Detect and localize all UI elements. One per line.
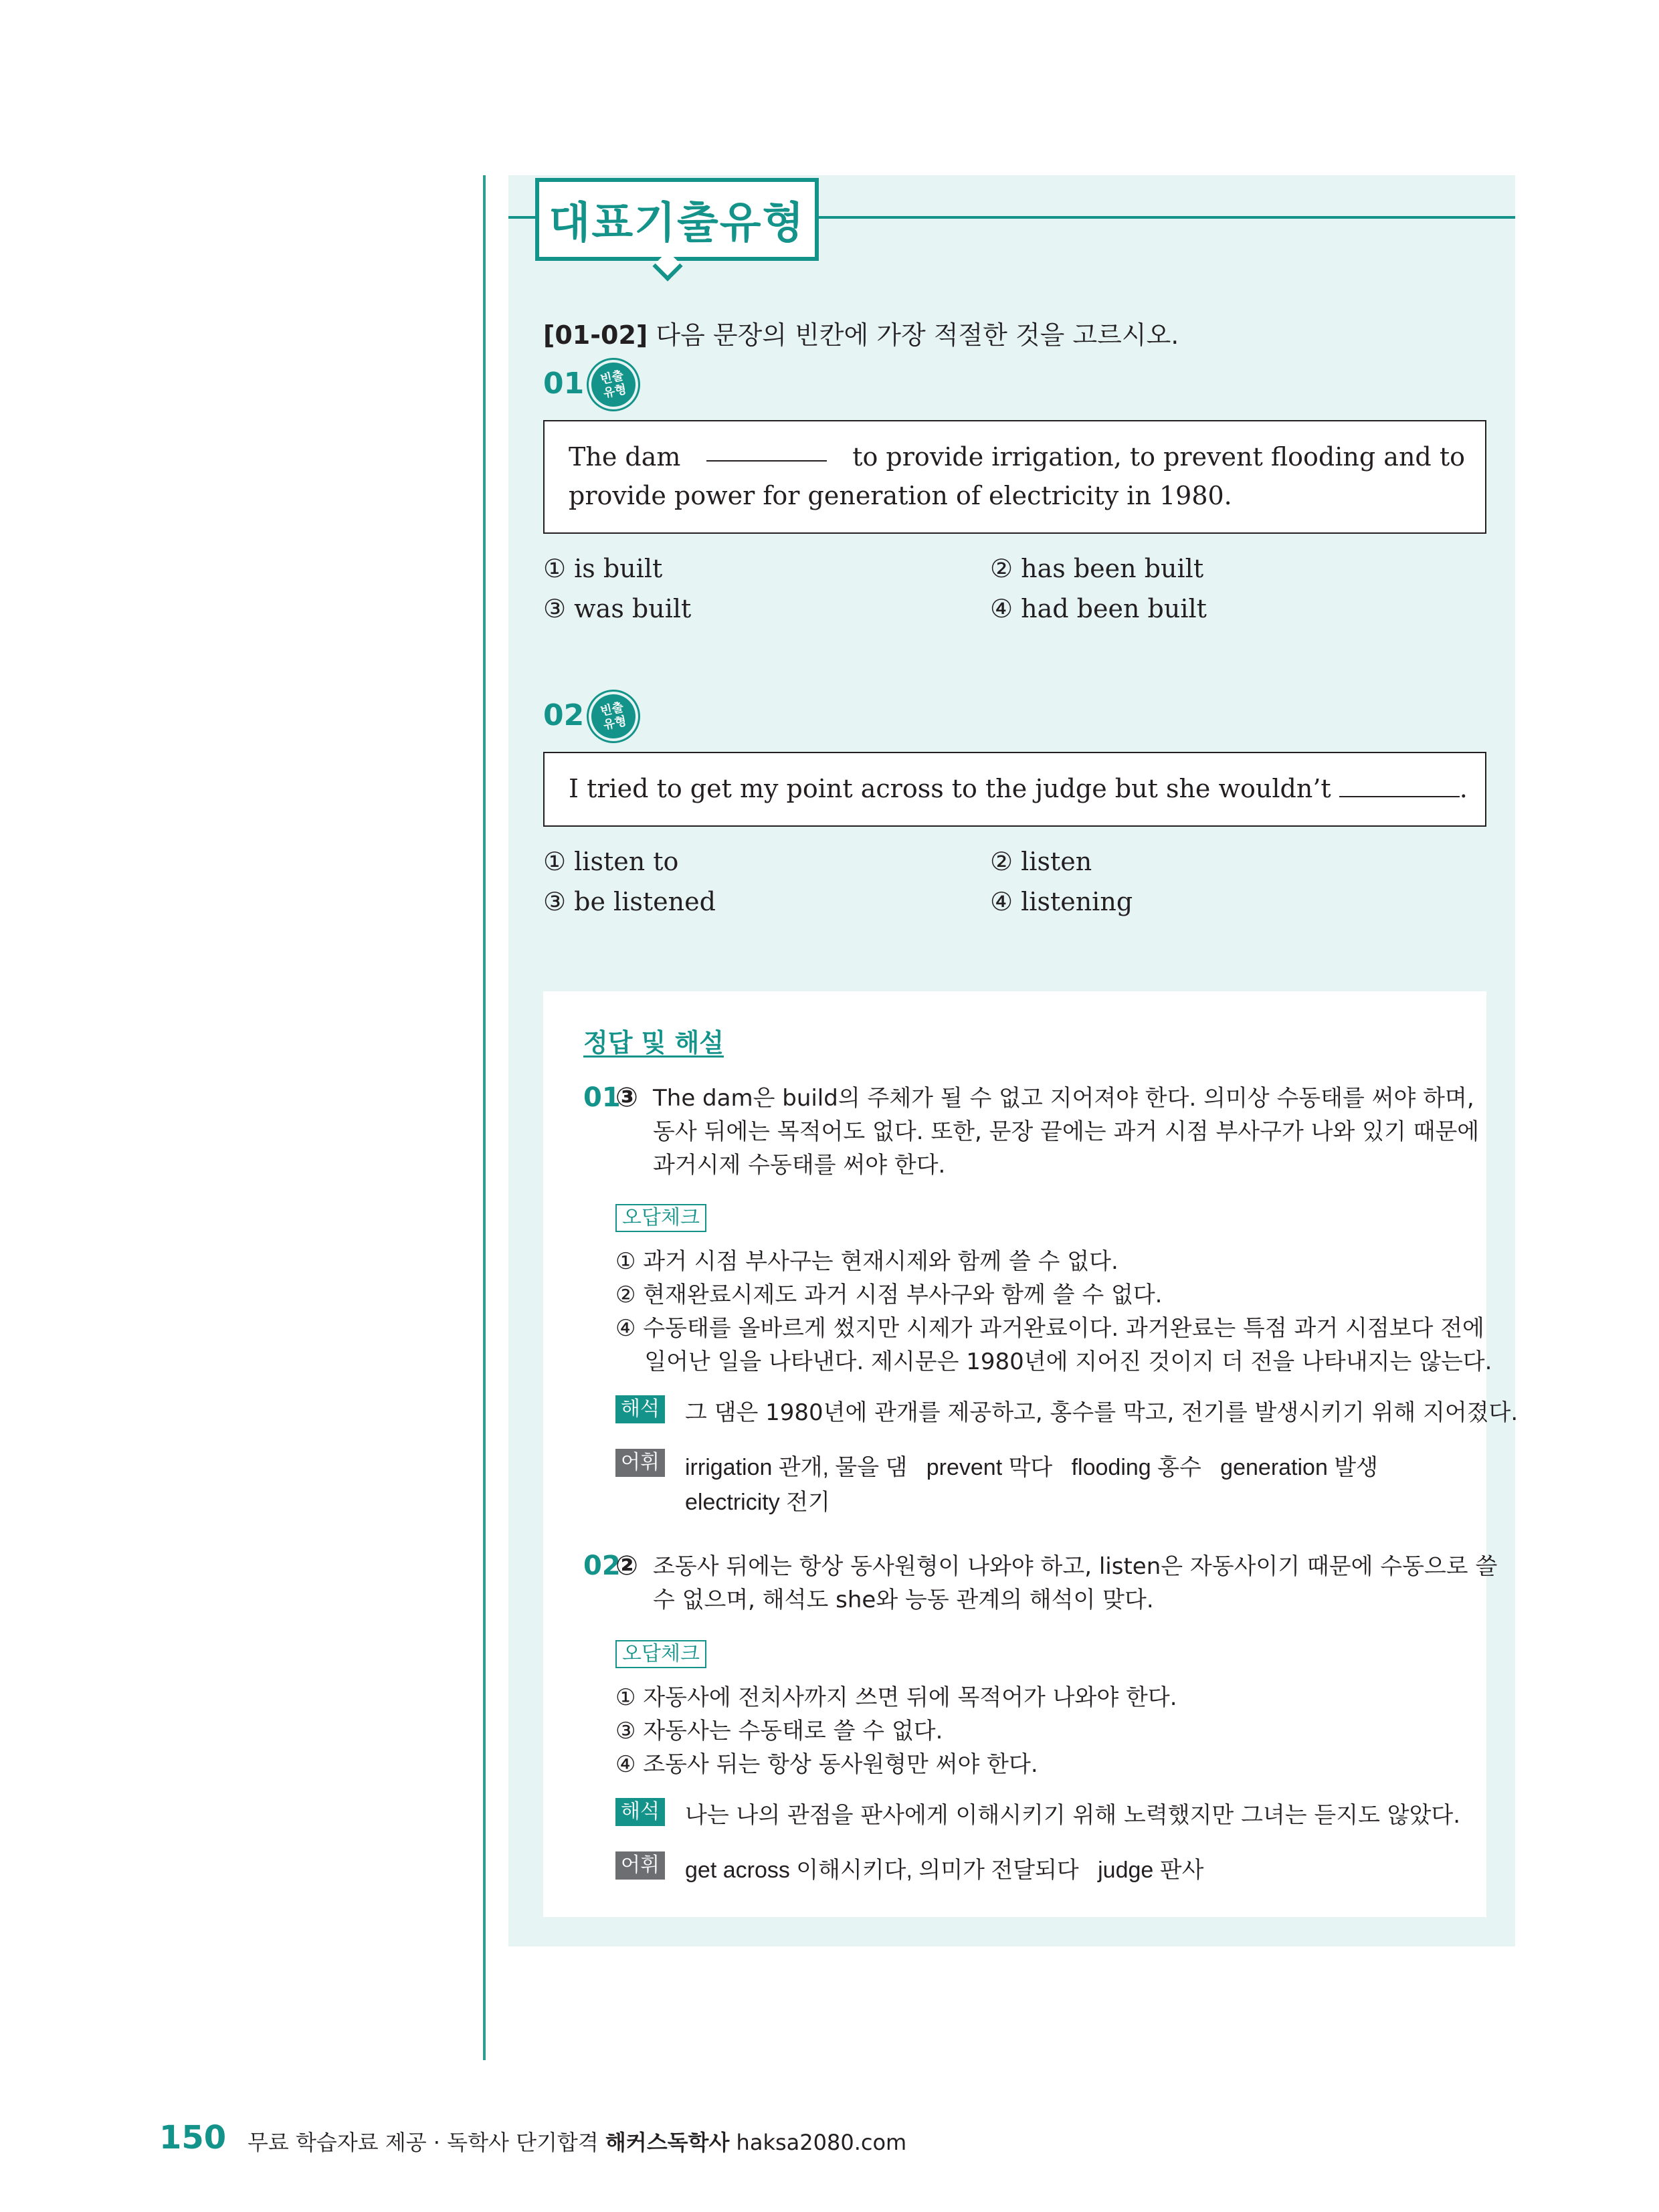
instruction [543,314,1179,351]
translation: 그 댐은 1980년에 관개를 제공하고, 홍수를 막고, 전기를 발생시키기 위해 지어졌다. [685,1399,1519,1426]
question-sentence: The dam to provide irrigation, to prevent flooding and to provide power for generation of electricity in 1980. [569,437,1465,515]
vocab-line: get across 이해시키다, 의미가 전달되다 judge 판사 [685,1857,1204,1883]
instruction-text: 다음 문장의 빈칸에 가장 적절한 것을 고르시오. [648,320,1179,350]
option[interactable]: ① is built [543,554,663,583]
frequent-type-badge: 빈출 유형 [587,359,640,411]
wrong-check-tag: 오답체크 [615,1204,706,1232]
section-title-box [535,178,819,261]
answer-choice: ③ [615,1082,638,1113]
section-title: 대표기출유형 [549,199,805,248]
wrong-check-item: ④ 조동사 뒤는 항상 동사원형만 써야 한다. [615,1751,1038,1778]
explanation: The dam은 build의 주체가 될 수 없고 지어져야 한다. 의미상 수동태를 써야 하며, 동사 뒤에는 목적어도 없다. 또한, 문장 끝에는 과거 시점 부사구가 나와 있기 때문에 과거시제 수동태를 써야 한다. [653,1085,1480,1179]
option[interactable]: ② listen [990,847,1092,876]
wrong-check-item: 일어난 일을 나타낸다. 제시문은 1980년에 지어진 것이지 더 전을 나타내지는 않는다. [615,1348,1492,1375]
vocab-line: electricity 전기 [685,1490,830,1515]
wrong-check-item: ③ 자동사는 수동태로 쓸 수 없다. [615,1718,943,1744]
answer-blank [1339,773,1460,797]
option[interactable]: ④ had been built [990,594,1207,623]
option[interactable]: ③ was built [543,594,692,623]
left-margin-line [483,175,486,2060]
question-sentence: I tried to get my point across to the judge but she wouldn’t . [569,774,1468,803]
answer-blank [706,437,827,462]
option[interactable]: ① listen to [543,847,679,876]
answer-number: 02 [583,1550,621,1581]
translation-tag: 해석 [615,1395,665,1423]
translation-tag: 해석 [615,1798,665,1826]
wrong-check-item: ② 현재완료시제도 과거 시점 부사구와 함께 쓸 수 없다. [615,1282,1163,1308]
wrong-check-item: ① 자동사에 전치사까지 쓰면 뒤에 목적어가 나와야 한다. [615,1684,1177,1711]
vocab-tag: 어휘 [615,1851,665,1880]
wrong-check-item: ① 과거 시점 부사구는 현재시제와 함께 쓸 수 없다. [615,1248,1118,1275]
answer-number: 01 [583,1082,621,1113]
question-sentence-box [543,420,1486,534]
vocab-tag: 어휘 [615,1449,665,1477]
question-number: 01 [543,367,585,401]
footer-url[interactable]: haksa2080.com [729,2130,907,2155]
page-number: 150 [159,2119,227,2156]
frequent-type-badge: 빈출 유형 [587,690,640,742]
option[interactable]: ② has been built [990,554,1204,583]
footer-brand: 해커스독학사 [605,2130,730,2155]
answer-heading: 정답 및 해설 [583,1028,724,1058]
question-sentence-box [543,752,1486,827]
explanation: 조동사 뒤에는 항상 동사원형이 나와야 하고, listen은 자동사이기 때문에 수동으로 쓸 수 없으며, 해석도 she와 능동 관계의 해석이 맞다. [653,1553,1498,1613]
translation: 나는 나의 관점을 판사에게 이해시키기 위해 노력했지만 그녀는 듣지도 않았다. [685,1802,1461,1829]
wrong-check-item: ④ 수동태를 올바르게 썼지만 시제가 과거완료이다. 과거완료는 특점 과거 시점보다 전에 [615,1315,1484,1342]
wrong-check-tag: 오답체크 [615,1640,706,1668]
option[interactable]: ③ be listened [543,887,716,916]
question-number: 02 [543,698,585,732]
vocab-line: irrigation 관개, 물을 댐 prevent 막다 flooding 홍수 generation 발생 [685,1455,1379,1480]
footer: 무료 학습자료 제공 · 독학사 단기합격 해커스독학사 haksa2080.com [248,2130,907,2155]
option[interactable]: ④ listening [990,887,1133,916]
instruction-range: [01-02] [543,320,648,350]
answer-choice: ② [615,1550,638,1581]
